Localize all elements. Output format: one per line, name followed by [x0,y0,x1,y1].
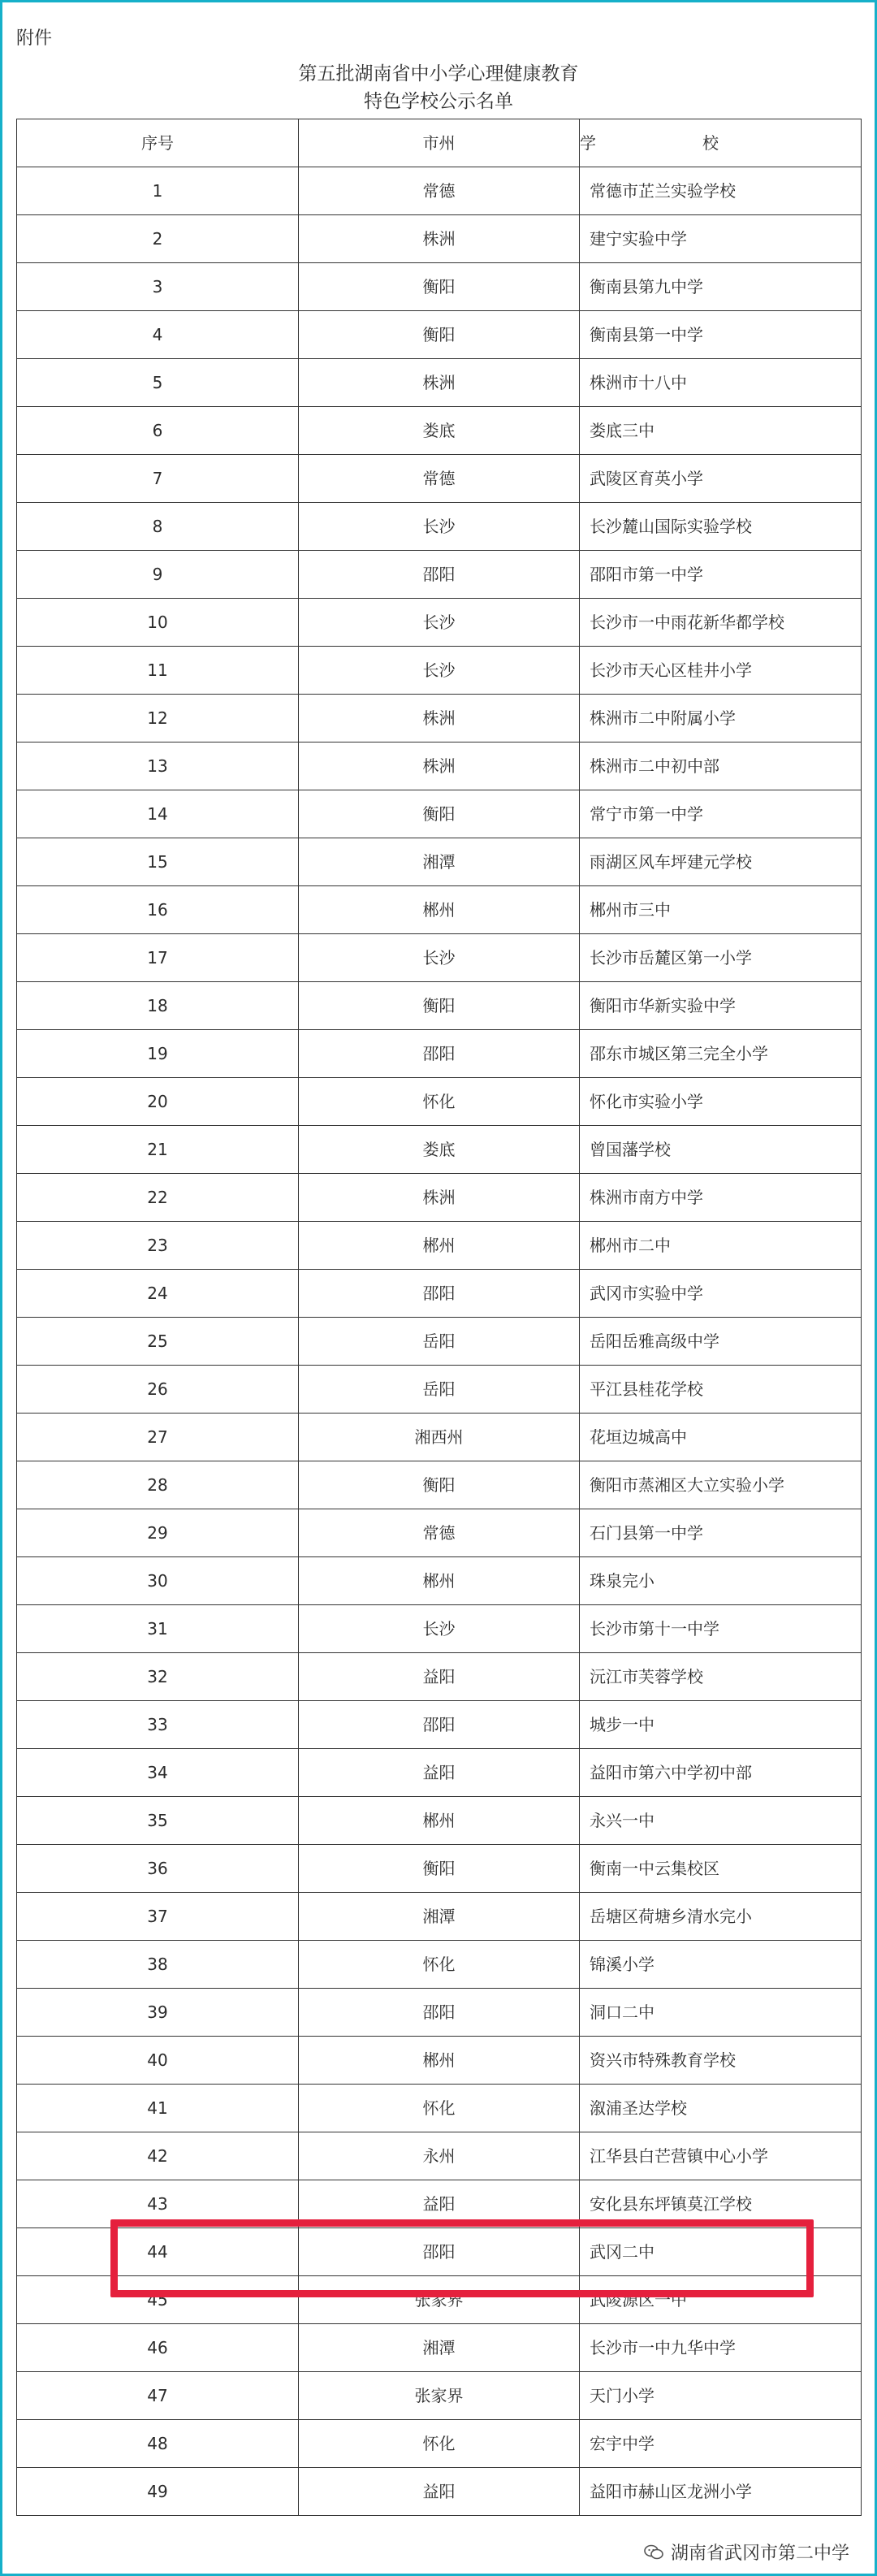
row-index: 7 [17,455,299,503]
table-row [17,1557,862,1605]
row-city: 湘西州 [299,1414,580,1461]
row-index: 27 [17,1414,299,1461]
attachment-label: 附件 [16,28,53,49]
row-city: 怀化 [299,2085,580,2132]
row-school: 衡南县第九中学 [580,263,862,311]
row-city: 郴州 [299,1557,580,1605]
header-city: 市州 [299,119,580,167]
row-city: 岳阳 [299,1318,580,1366]
row-index: 21 [17,1126,299,1174]
row-city: 张家界 [299,2372,580,2420]
row-school: 江华县白芒营镇中心小学 [580,2132,862,2180]
table-row [17,1749,862,1797]
table-row [17,2228,862,2276]
row-school: 衡南县第一中学 [580,311,862,359]
row-index: 45 [17,2276,299,2324]
header-school [580,119,862,167]
row-city: 郴州 [299,1797,580,1845]
row-school: 洞口二中 [580,1989,862,2037]
row-school: 岳阳岳雅高级中学 [580,1318,862,1366]
row-city: 岳阳 [299,1366,580,1414]
row-city: 衡阳 [299,1461,580,1509]
row-index: 43 [17,2180,299,2228]
row-index: 6 [17,407,299,455]
row-index: 9 [17,551,299,599]
row-index: 23 [17,1222,299,1270]
row-index: 15 [17,838,299,886]
row-school: 武冈二中 [580,2228,862,2276]
table-row [17,2420,862,2468]
row-index: 8 [17,503,299,551]
row-index: 36 [17,1845,299,1893]
row-city: 郴州 [299,886,580,934]
table-row [17,982,862,1030]
table-row [17,1461,862,1509]
row-school: 益阳市赫山区龙洲小学 [580,2468,862,2516]
row-city: 衡阳 [299,311,580,359]
row-index: 12 [17,695,299,742]
row-index: 47 [17,2372,299,2420]
table-row [17,2037,862,2085]
document-title-line-2: 特色学校公示名单 [364,91,513,112]
row-city: 怀化 [299,1078,580,1126]
table-row [17,2276,862,2324]
row-city: 怀化 [299,2420,580,2468]
row-city: 衡阳 [299,263,580,311]
table-row [17,2372,862,2420]
row-school: 永兴一中 [580,1797,862,1845]
table-row [17,2180,862,2228]
row-city: 邵阳 [299,1030,580,1078]
row-index: 16 [17,886,299,934]
row-city: 郴州 [299,2037,580,2085]
row-school: 株洲市十八中 [580,359,862,407]
table-row [17,1941,862,1989]
row-index: 46 [17,2324,299,2372]
row-city: 永州 [299,2132,580,2180]
table-row [17,1174,862,1222]
row-school: 武冈市实验中学 [580,1270,862,1318]
row-city: 长沙 [299,934,580,982]
row-city: 长沙 [299,647,580,695]
row-school: 株洲市二中附属小学 [580,695,862,742]
table-row [17,934,862,982]
row-city: 湘潭 [299,838,580,886]
row-index: 38 [17,1941,299,1989]
row-school: 衡南一中云集校区 [580,1845,862,1893]
row-school: 资兴市特殊教育学校 [580,2037,862,2085]
table-row [17,742,862,790]
table-row [17,167,862,215]
row-city: 长沙 [299,1605,580,1653]
row-school: 武陵区育英小学 [580,455,862,503]
row-city: 株洲 [299,1174,580,1222]
row-school: 长沙市一中九华中学 [580,2324,862,2372]
row-city: 株洲 [299,742,580,790]
table-row [17,503,862,551]
row-city: 邵阳 [299,2228,580,2276]
row-index: 3 [17,263,299,311]
row-city: 衡阳 [299,790,580,838]
table-row [17,1222,862,1270]
table-row [17,1270,862,1318]
table-row [17,1845,862,1893]
row-city: 常德 [299,455,580,503]
row-index: 48 [17,2420,299,2468]
footer-watermark [643,2539,849,2565]
table-row [17,407,862,455]
row-index: 28 [17,1461,299,1509]
row-city: 张家界 [299,2276,580,2324]
row-index: 40 [17,2037,299,2085]
table-row [17,1126,862,1174]
row-city: 邵阳 [299,551,580,599]
table-row [17,886,862,934]
table-row [17,1989,862,2037]
table-row [17,1797,862,1845]
table-row [17,1078,862,1126]
table-row [17,359,862,407]
row-school: 花垣边城高中 [580,1414,862,1461]
table-row [17,311,862,359]
row-city: 怀化 [299,1941,580,1989]
row-index: 22 [17,1174,299,1222]
row-school: 邵东市城区第三完全小学 [580,1030,862,1078]
document-title-line-1: 第五批湖南省中小学心理健康教育 [298,63,579,84]
row-index: 5 [17,359,299,407]
row-index: 4 [17,311,299,359]
row-city: 邵阳 [299,1270,580,1318]
row-city: 益阳 [299,1653,580,1701]
table-row [17,1414,862,1461]
row-index: 41 [17,2085,299,2132]
table-row [17,215,862,263]
row-school: 安化县东坪镇莫江学校 [580,2180,862,2228]
row-index: 18 [17,982,299,1030]
row-index: 35 [17,1797,299,1845]
row-city: 衡阳 [299,982,580,1030]
row-index: 14 [17,790,299,838]
table-row [17,455,862,503]
row-school: 岳塘区荷塘乡清水完小 [580,1893,862,1941]
row-index: 32 [17,1653,299,1701]
table-row [17,1318,862,1366]
table-row [17,1893,862,1941]
row-index: 10 [17,599,299,647]
row-school: 锦溪小学 [580,1941,862,1989]
row-index: 39 [17,1989,299,2037]
row-city: 益阳 [299,2468,580,2516]
row-city: 长沙 [299,599,580,647]
row-school: 石门县第一中学 [580,1509,862,1557]
table-row [17,647,862,695]
row-school: 衡阳市蒸湘区大立实验小学 [580,1461,862,1509]
row-school: 郴州市二中 [580,1222,862,1270]
row-school: 怀化市实验小学 [580,1078,862,1126]
row-school: 娄底三中 [580,407,862,455]
row-city: 株洲 [299,215,580,263]
row-index: 34 [17,1749,299,1797]
row-school: 长沙市一中雨花新华都学校 [580,599,862,647]
row-city: 娄底 [299,1126,580,1174]
row-school: 常德市芷兰实验学校 [580,167,862,215]
table-header-row [17,119,862,167]
row-school: 曾国藩学校 [580,1126,862,1174]
row-index: 30 [17,1557,299,1605]
table-row [17,551,862,599]
table-row [17,1653,862,1701]
table-row [17,1509,862,1557]
row-index: 2 [17,215,299,263]
row-school: 株洲市二中初中部 [580,742,862,790]
table-row [17,2468,862,2516]
row-index: 11 [17,647,299,695]
row-school: 长沙市岳麓区第一小学 [580,934,862,982]
row-index: 24 [17,1270,299,1318]
row-school: 珠泉完小 [580,1557,862,1605]
row-index: 1 [17,167,299,215]
row-index: 42 [17,2132,299,2180]
table-row [17,1701,862,1749]
table-row [17,695,862,742]
row-school: 溆浦圣达学校 [580,2085,862,2132]
row-school: 沅江市芙蓉学校 [580,1653,862,1701]
row-city: 长沙 [299,503,580,551]
row-city: 郴州 [299,1222,580,1270]
row-index: 20 [17,1078,299,1126]
table-row [17,790,862,838]
row-school: 天门小学 [580,2372,862,2420]
row-index: 25 [17,1318,299,1366]
row-index: 19 [17,1030,299,1078]
header-school-char-1: 学 [580,133,597,153]
row-school: 雨湖区风车坪建元学校 [580,838,862,886]
table-row [17,1030,862,1078]
row-index: 13 [17,742,299,790]
row-index: 17 [17,934,299,982]
row-school: 长沙市天心区桂井小学 [580,647,862,695]
table-row [17,838,862,886]
row-school: 武陵源区一中 [580,2276,862,2324]
row-city: 株洲 [299,695,580,742]
row-city: 益阳 [299,1749,580,1797]
row-city: 邵阳 [299,1701,580,1749]
row-city: 湘潭 [299,1893,580,1941]
row-city: 常德 [299,167,580,215]
row-school: 益阳市第六中学初中部 [580,1749,862,1797]
row-school: 常宁市第一中学 [580,790,862,838]
row-school: 建宁实验中学 [580,215,862,263]
row-school: 长沙麓山国际实验学校 [580,503,862,551]
row-city: 湘潭 [299,2324,580,2372]
table-row [17,2132,862,2180]
row-index: 37 [17,1893,299,1941]
row-index: 49 [17,2468,299,2516]
row-school: 郴州市三中 [580,886,862,934]
row-index: 44 [17,2228,299,2276]
table-row [17,2324,862,2372]
school-list-table [16,119,862,2516]
row-city: 娄底 [299,407,580,455]
row-school: 宏宇中学 [580,2420,862,2468]
row-school: 城步一中 [580,1701,862,1749]
row-index: 31 [17,1605,299,1653]
row-school: 平江县桂花学校 [580,1366,862,1414]
account-name: 湖南省武冈市第二中学 [670,2544,849,2564]
row-school: 株洲市南方中学 [580,1174,862,1222]
row-school: 邵阳市第一中学 [580,551,862,599]
row-city: 常德 [299,1509,580,1557]
table-row [17,1366,862,1414]
row-city: 株洲 [299,359,580,407]
row-school: 衡阳市华新实验中学 [580,982,862,1030]
table-row [17,1605,862,1653]
header-index: 序号 [17,119,299,167]
row-index: 33 [17,1701,299,1749]
table-row [17,2085,862,2132]
row-index: 26 [17,1366,299,1414]
wechat-icon [643,2542,664,2563]
row-city: 衡阳 [299,1845,580,1893]
row-city: 邵阳 [299,1989,580,2037]
header-school-char-2: 校 [702,133,719,153]
table-row [17,263,862,311]
row-city: 益阳 [299,2180,580,2228]
row-index: 29 [17,1509,299,1557]
row-school: 长沙市第十一中学 [580,1605,862,1653]
table-row [17,599,862,647]
